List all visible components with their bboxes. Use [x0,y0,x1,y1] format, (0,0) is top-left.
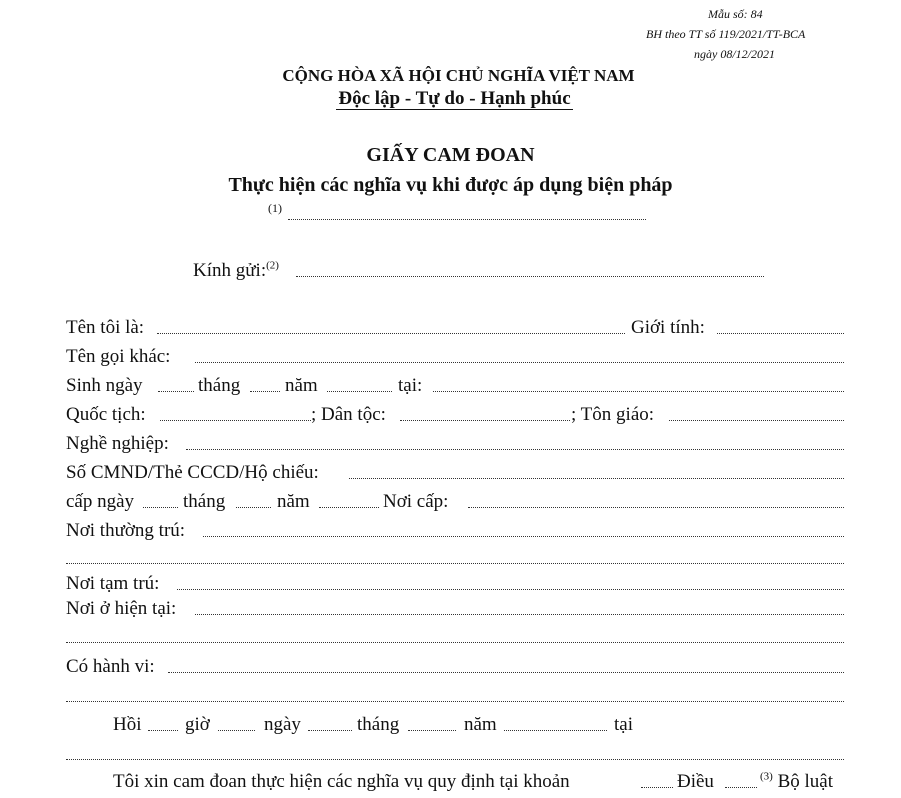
birth-month-label: tháng [198,375,241,396]
issue-month-label: tháng [183,491,226,512]
issue-year-label: năm [277,491,310,512]
place-label: tại [614,714,633,735]
temporary-residence-blank[interactable] [177,589,844,590]
pledge-text: Tôi xin cam đoan thực hiện các nghĩa vụ quy định tại khoản [113,771,570,792]
temporary-residence-label: Nơi tạm trú: [66,573,160,594]
id-document-blank[interactable] [349,478,844,479]
issue-place-label: Nơi cấp: [383,491,449,512]
permanent-residence-label: Nơi thường trú: [66,520,186,541]
footnote-3: (3) [760,770,773,783]
permanent-residence-blank[interactable] [203,536,844,537]
alias-blank[interactable] [195,362,844,363]
name-blank[interactable] [157,333,625,334]
behavior-label: Có hành vi: [66,656,155,677]
issue-day-label: cấp ngày [66,491,135,512]
alias-label: Tên gọi khác: [66,346,171,367]
measure-blank[interactable] [288,219,646,220]
gender-blank[interactable] [717,333,844,334]
current-residence-blank-2[interactable] [66,642,844,643]
day-label: ngày [264,714,301,735]
birth-year-label: năm [285,375,318,396]
occupation-blank[interactable] [186,449,844,450]
issue-year-blank[interactable] [319,507,379,508]
nationality-label: Quốc tịch: [66,404,146,425]
hour-blank[interactable] [148,730,178,731]
document-title: GIẤY CAM ĐOAN [366,144,535,166]
birth-day-blank[interactable] [158,391,194,392]
month-label: tháng [357,714,400,735]
permanent-residence-blank-2[interactable] [66,563,844,564]
article-blank[interactable] [725,787,757,788]
ethnicity-blank[interactable] [400,420,570,421]
clause-blank[interactable] [641,787,673,788]
occupation-label: Nghề nghiệp: [66,433,169,454]
day-blank[interactable] [308,730,352,731]
nationality-blank[interactable] [160,420,311,421]
birth-month-blank[interactable] [250,391,280,392]
birth-day-label: Sinh ngày [66,375,143,396]
article-label: Điều [677,771,714,792]
minute-blank[interactable] [218,730,255,731]
recipient-label: Kính gửi:$^{(2)}$ [193,259,279,281]
month-blank[interactable] [408,730,456,731]
issue-month-blank[interactable] [236,507,271,508]
footnote-2: (2) [266,259,279,272]
form-number: Mẫu số: 84 [708,7,763,21]
country-name: CỘNG HÒA XÃ HỘI CHỦ NGHĨA VIỆT NAM [282,66,635,85]
hour-label: Hồi [113,714,142,735]
document-subtitle: Thực hiện các nghĩa vụ khi được áp dụng biện pháp [228,174,673,196]
birth-place-label: tại: [398,375,423,396]
form-issuer: BH theo TT số 119/2021/TT-BCA [646,27,806,41]
form-date: ngày 08/12/2021 [694,47,775,61]
year-blank[interactable] [504,730,607,731]
religion-label: ; Tôn giáo: [571,404,655,425]
place-blank[interactable] [66,759,844,760]
recipient-blank[interactable] [296,276,764,277]
current-residence-blank[interactable] [195,614,844,615]
birth-year-blank[interactable] [327,391,392,392]
minute-label: giờ [185,714,210,735]
behavior-blank[interactable] [168,672,844,673]
birth-place-blank[interactable] [433,391,844,392]
id-document-label: Số CMND/Thẻ CCCD/Hộ chiếu: [66,462,319,483]
footnote-1: (1) [268,201,282,215]
motto: Độc lập - Tự do - Hạnh phúc [338,88,571,109]
gender-label: Giới tính: [631,317,705,338]
religion-blank[interactable] [669,420,844,421]
current-residence-label: Nơi ở hiện tại: [66,598,177,619]
issue-day-blank[interactable] [143,507,178,508]
ethnicity-label: ; Dân tộc: [311,404,386,425]
behavior-blank-2[interactable] [66,701,844,702]
name-label: Tên tôi là: [66,317,145,338]
year-label: năm [464,714,497,735]
law-label: $^{(3)}$ Bộ luật [760,770,833,792]
issue-place-blank[interactable] [468,507,844,508]
